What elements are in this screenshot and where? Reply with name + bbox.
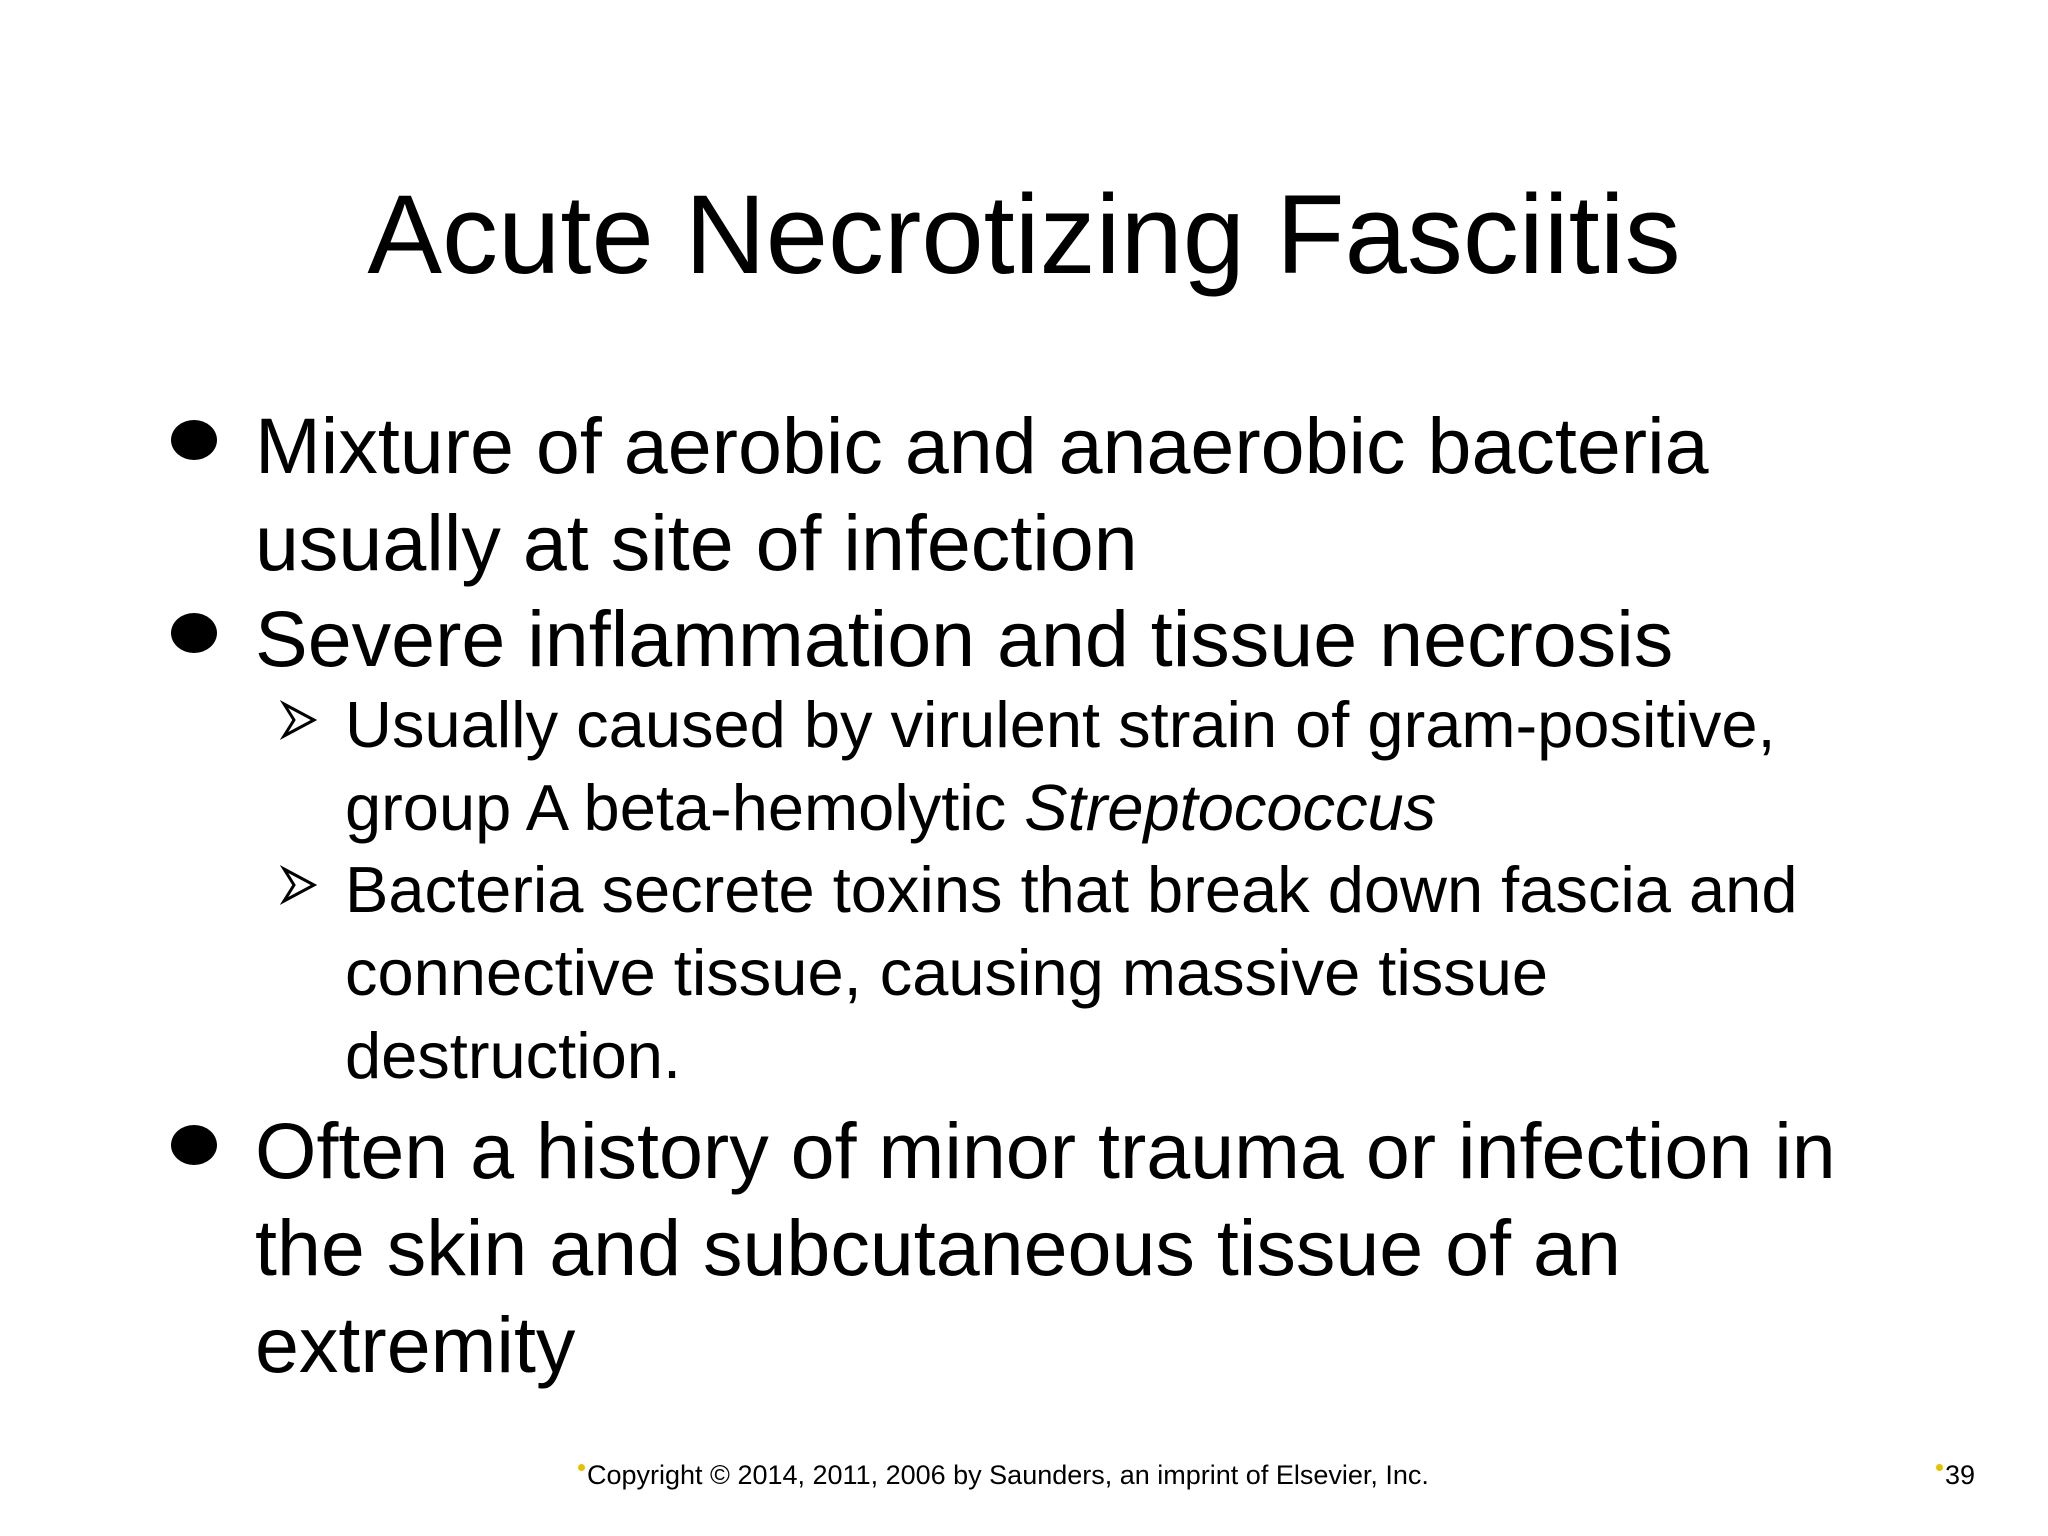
arrowhead-bullet-icon (280, 865, 320, 905)
bullet-dot-icon (171, 420, 217, 460)
bullet-1-line-2: usually at site of infection (255, 498, 1138, 587)
sub-bullet-1-line-2 (345, 766, 2005, 849)
bullet-1-line-1: Mixture of aerobic and anaerobic bacteria (255, 401, 1709, 490)
sub-bullet-2-line-3: destruction. (345, 1019, 682, 1092)
arrowhead-bullet-icon (280, 700, 320, 740)
sub-bullet-2-line-2: connective tissue, causing massive tissue (345, 936, 1549, 1009)
streptococcus-italic: Streptococcus (1024, 771, 1437, 844)
bullet-dot-icon (171, 1125, 217, 1165)
bullet-dot-icon (171, 613, 217, 653)
copyright-notice (578, 1455, 1429, 1495)
bullet-3-line-2: the skin and subcutaneous tissue of an (255, 1203, 1621, 1292)
yellow-dot-icon (1936, 1464, 1943, 1471)
sub-bullet-1-line-2-plain: group A beta-hemolytic (345, 771, 1025, 844)
sub-bullet-2-line-1: Bacteria secrete toxins that break down fascia and (345, 853, 1798, 926)
page-number (1936, 1455, 1975, 1495)
bullet-3-line-1: Often a history of minor trauma or infection in (255, 1106, 1836, 1195)
copyright-text: Copyright © 2014, 2011, 2006 by Saunders, an imprint of Elsevier, Inc. (587, 1460, 1429, 1490)
slide-footer (0, 1455, 2048, 1495)
bullet-2-line-1: Severe inflammation and tissue necrosis (255, 594, 1674, 683)
yellow-dot-icon (578, 1464, 585, 1471)
bullet-3-line-3: extremity (255, 1300, 576, 1389)
sub-bullet-1-line-1: Usually caused by virulent strain of gram-positive, (345, 688, 1776, 761)
slide-title: Acute Necrotizing Fasciitis (367, 172, 1681, 297)
page-number-text: 39 (1945, 1460, 1976, 1490)
